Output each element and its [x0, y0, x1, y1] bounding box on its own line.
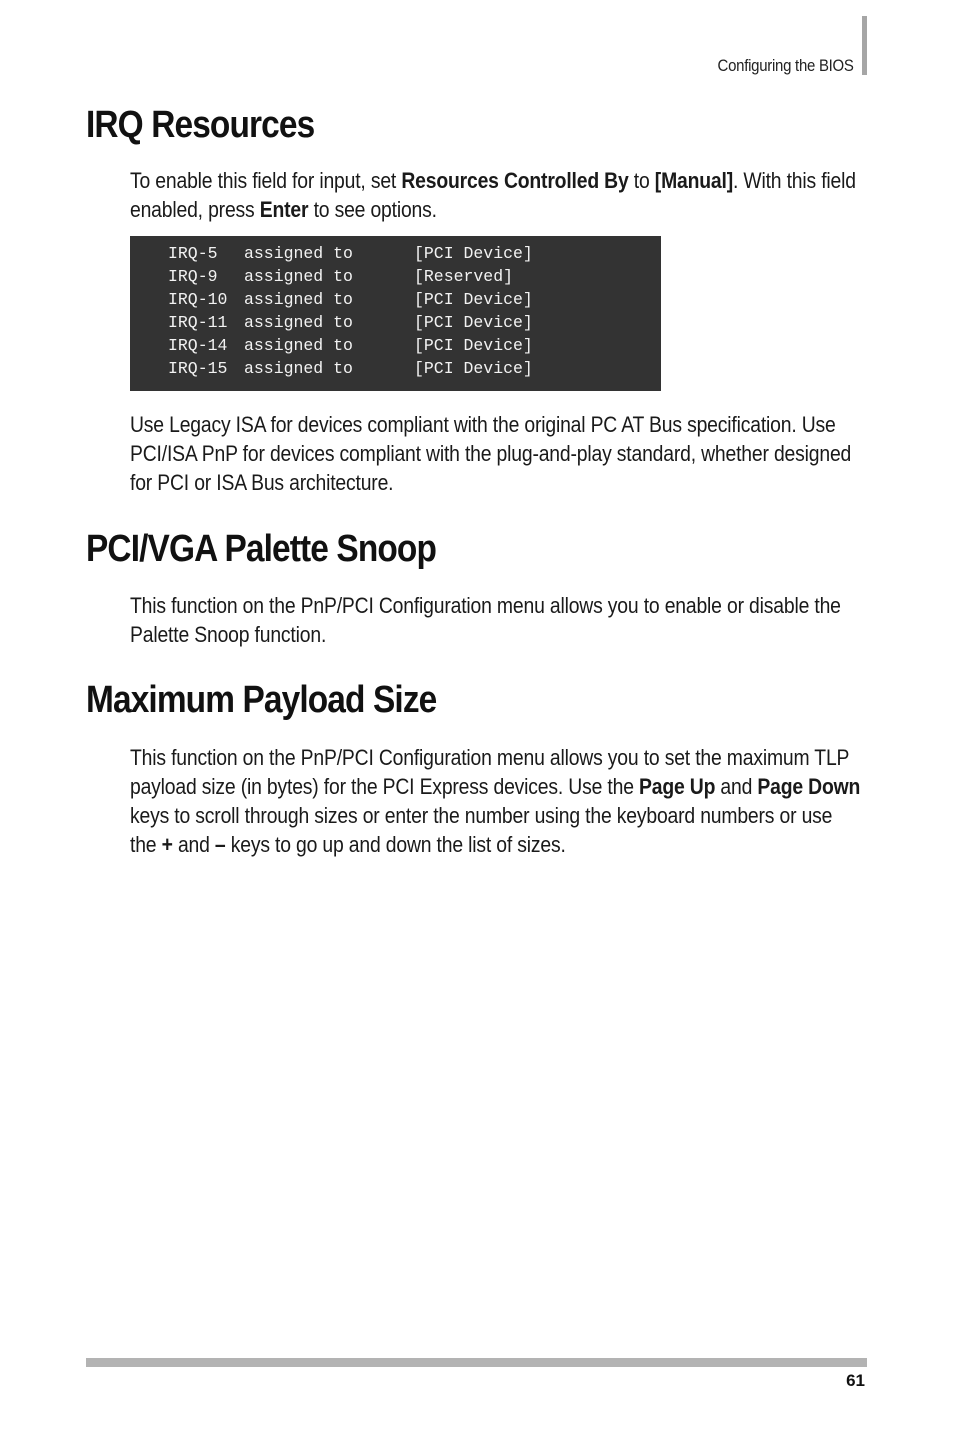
- irq-value: [PCI Device]: [414, 244, 533, 263]
- irq-intro-text-3: . With this field enabled, press: [130, 168, 856, 222]
- code-row: [168, 357, 661, 380]
- heading-irq-resources: IRQ Resources: [86, 104, 315, 146]
- code-row: [168, 311, 661, 334]
- payload-text-1: This function on the PnP/PCI Configuration menu allows you to set the maximum TLP payload size (in bytes) for the PCI Express devices. Use the: [130, 745, 849, 799]
- irq-body-paragraph: Use Legacy ISA for devices compliant with the original PC AT Bus specification. Use PCI/ISA PnP for devices compliant with the plug-and-play standard, whether designed for PCI or ISA Bus architecture.: [130, 412, 852, 495]
- payload-bold-page-down: Page Down: [757, 774, 861, 799]
- payload-body-paragraph: [130, 743, 860, 859]
- irq-intro-bold-enter: Enter: [259, 197, 309, 222]
- irq-value: [PCI Device]: [414, 313, 533, 332]
- irq-value: [Reserved]: [414, 267, 514, 286]
- irq-label: IRQ-9: [168, 267, 218, 286]
- assign-label: assigned to: [244, 267, 353, 286]
- running-header: Configuring the BIOS: [717, 56, 854, 75]
- irq-label: IRQ-11: [168, 313, 228, 332]
- assign-label: assigned to: [244, 244, 353, 263]
- payload-bold-minus: –: [214, 832, 226, 857]
- code-row: [168, 242, 661, 265]
- irq-intro-text-1: To enable this field for input, set: [130, 168, 402, 193]
- code-row: [168, 288, 661, 311]
- payload-text-2: and: [715, 774, 758, 799]
- footer-rule: [86, 1358, 867, 1367]
- payload-text-4: and: [172, 832, 215, 857]
- snoop-body-paragraph: This function on the PnP/PCI Configuration menu allows you to enable or disable the Palette Snoop function.: [130, 593, 841, 647]
- irq-intro-bold-resources: Resources Controlled By: [401, 168, 629, 193]
- payload-bold-plus: +: [161, 832, 173, 857]
- irq-code-block: [130, 236, 661, 391]
- irq-value: [PCI Device]: [414, 336, 533, 355]
- heading-max-payload: Maximum Payload Size: [86, 679, 437, 721]
- irq-intro-bold-manual: [Manual]: [654, 168, 733, 193]
- code-row: [168, 265, 661, 288]
- irq-label: IRQ-15: [168, 359, 228, 378]
- payload-text-3: keys to scroll through sizes or enter the number using the keyboard numbers or use the: [130, 803, 833, 857]
- code-row: [168, 334, 661, 357]
- assign-label: assigned to: [244, 290, 353, 309]
- irq-label: IRQ-5: [168, 244, 218, 263]
- header-accent-bar: [862, 16, 867, 75]
- irq-intro-text-4: to see options.: [308, 197, 437, 222]
- page-number: 61: [846, 1371, 865, 1390]
- irq-intro-paragraph: [130, 166, 860, 224]
- payload-text-5: keys to go up and down the list of sizes.: [225, 832, 566, 857]
- payload-bold-page-up: Page Up: [638, 774, 716, 799]
- irq-value: [PCI Device]: [414, 290, 533, 309]
- irq-label: IRQ-14: [168, 336, 228, 355]
- assign-label: assigned to: [244, 313, 353, 332]
- assign-label: assigned to: [244, 336, 353, 355]
- irq-intro-text-2: to: [628, 168, 655, 193]
- irq-label: IRQ-10: [168, 290, 228, 309]
- assign-label: assigned to: [244, 359, 353, 378]
- heading-palette-snoop: PCI/VGA Palette Snoop: [86, 528, 437, 570]
- irq-value: [PCI Device]: [414, 359, 533, 378]
